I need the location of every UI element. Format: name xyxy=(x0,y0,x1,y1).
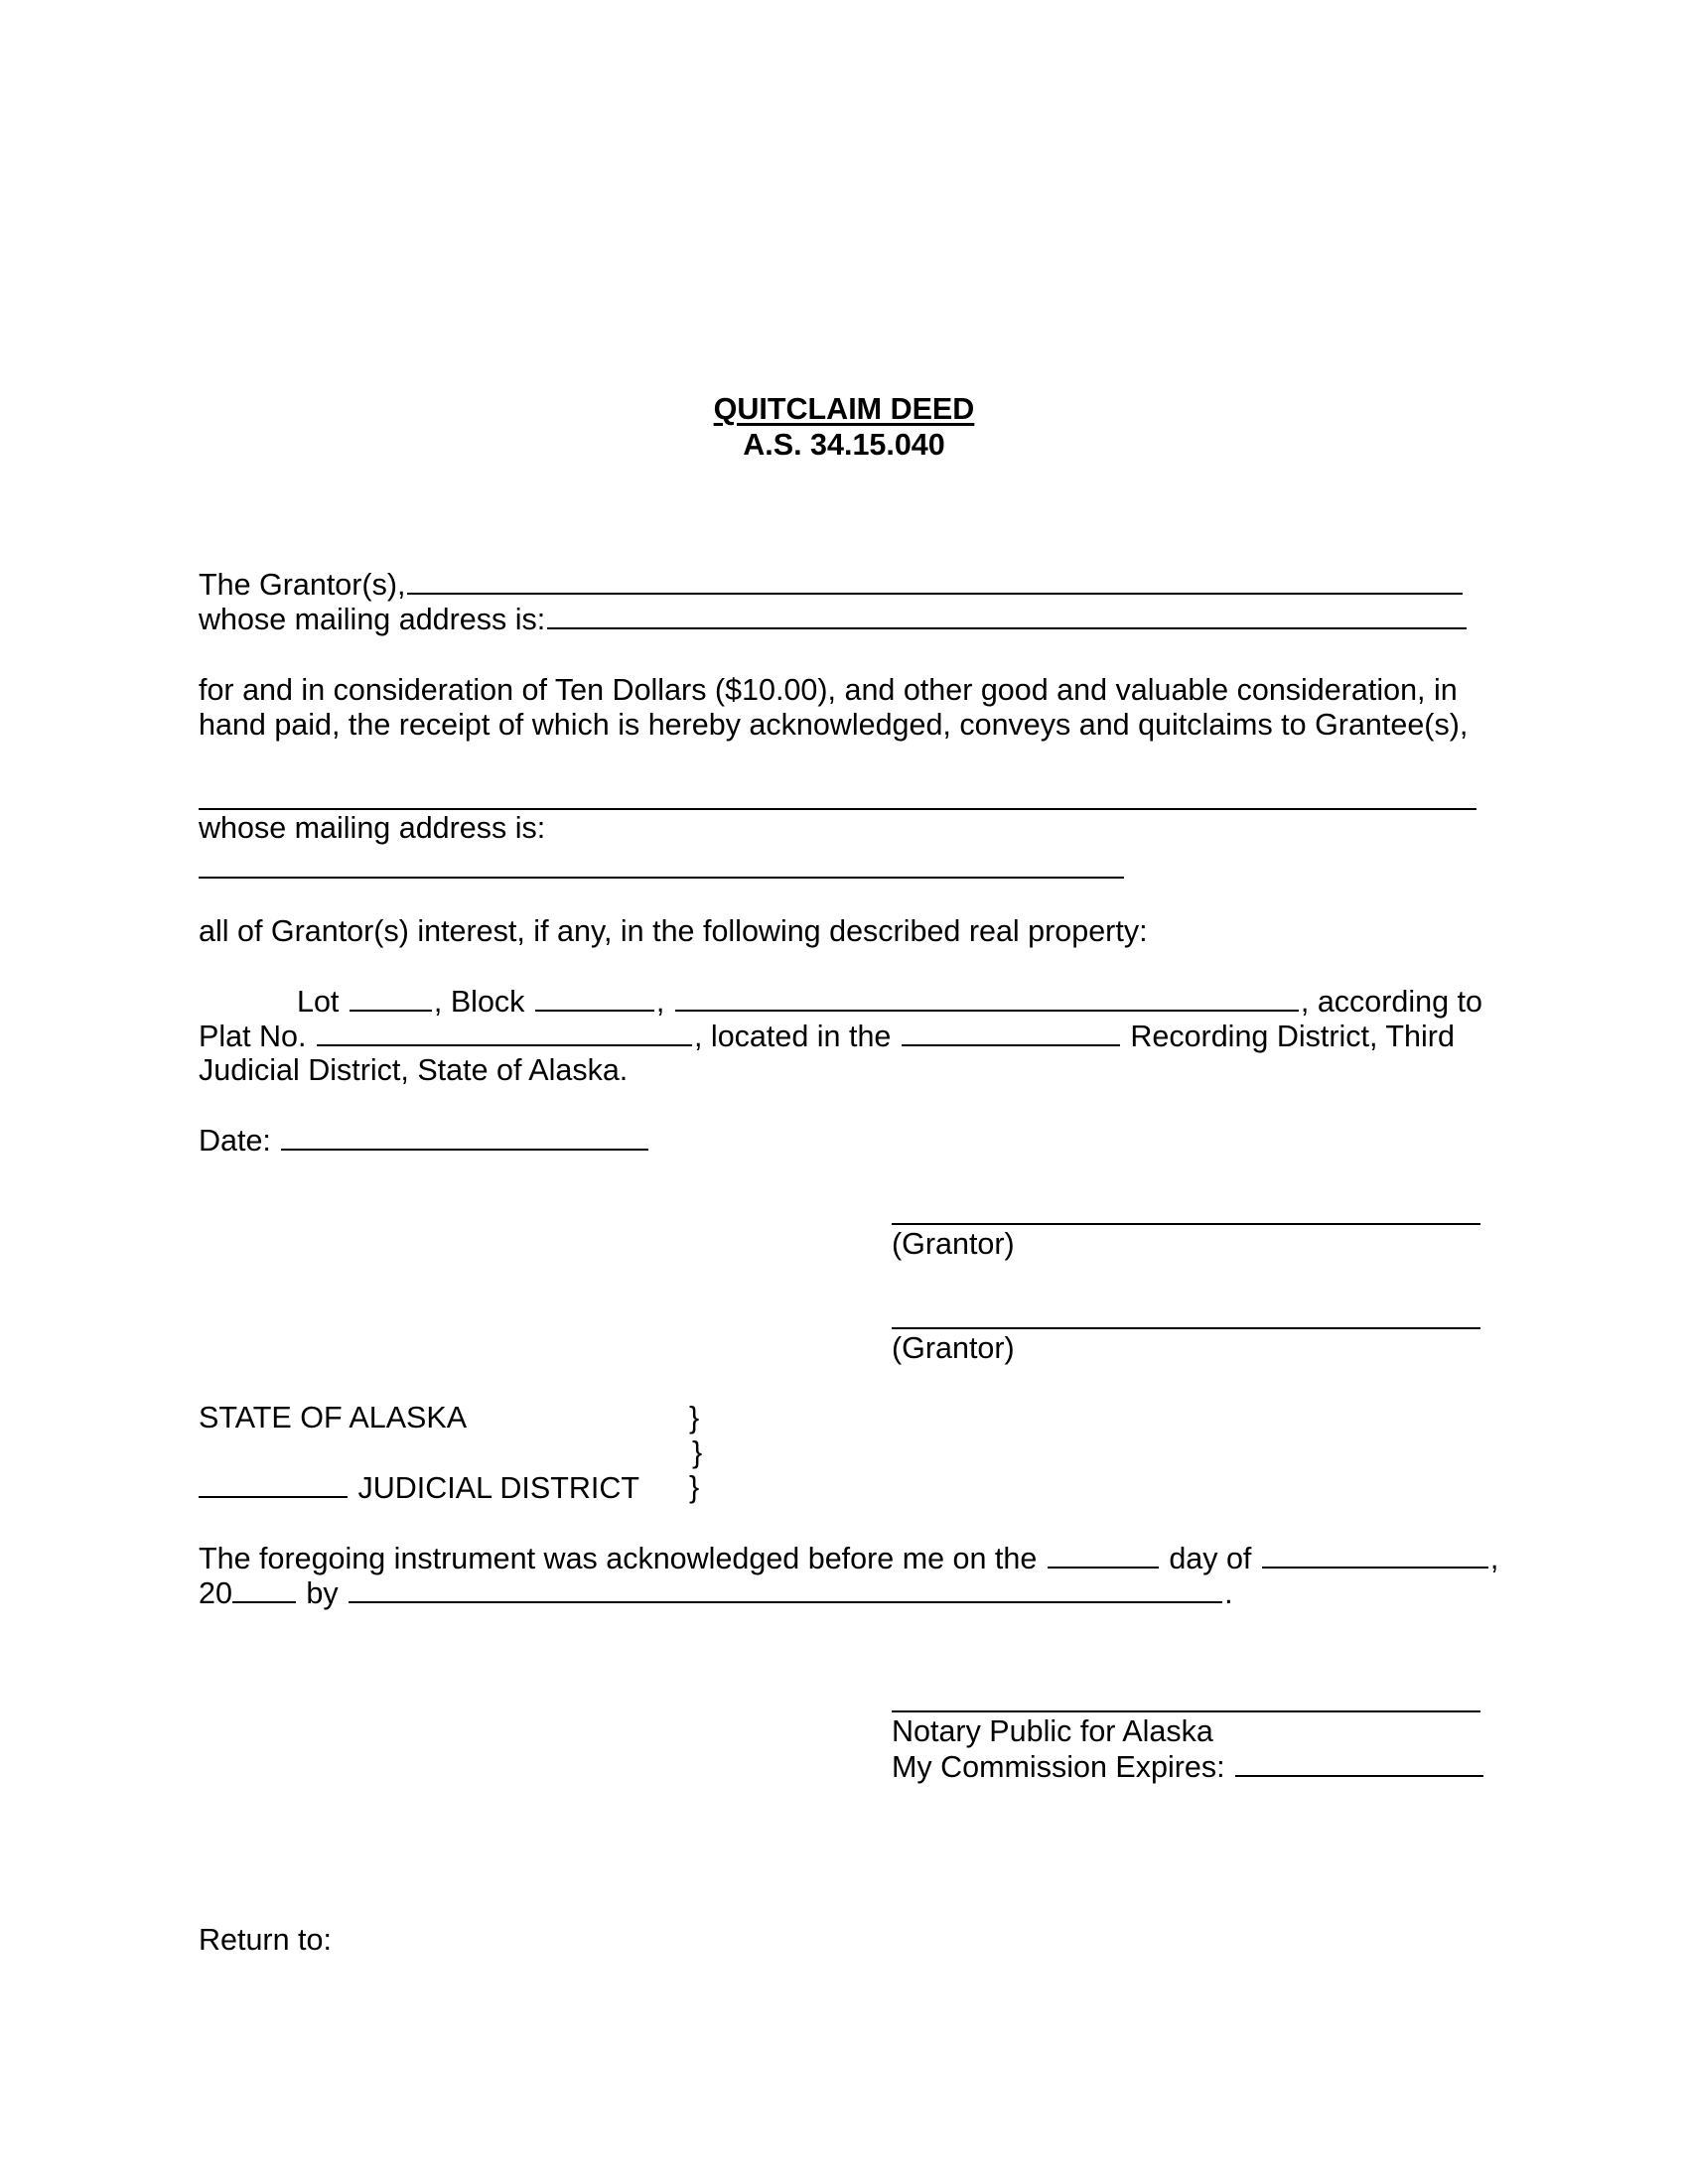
grantor-line xyxy=(199,567,1465,603)
block-label: , Block xyxy=(433,985,525,1019)
acknowledgment-period: . xyxy=(1224,1576,1233,1610)
acknowledgment-month-field[interactable] xyxy=(1262,1541,1488,1569)
statute-reference: A.S. 34.15.040 xyxy=(743,428,945,462)
acknowledgment-text: The foregoing instrument was acknowledged before me on the xyxy=(199,1542,1038,1575)
acknowledgment-comma: , xyxy=(1489,1542,1499,1575)
acknowledgment-line-1 xyxy=(199,1541,1498,1576)
judicial-district-field[interactable] xyxy=(199,1470,348,1498)
lot-label: Lot xyxy=(297,985,340,1019)
venue-brace-1: } xyxy=(689,1401,700,1434)
date-label: Date: xyxy=(199,1124,271,1158)
return-to-label: Return to: xyxy=(199,1923,332,1957)
according-to-label: , according to xyxy=(1300,985,1482,1019)
venue-brace-2: } xyxy=(692,1435,703,1469)
plat-number-field[interactable] xyxy=(317,1019,692,1046)
notary-commission-line xyxy=(892,1749,1485,1785)
located-label: , located in the xyxy=(693,1020,892,1053)
grantee-mailing-label: whose mailing address is: xyxy=(199,811,546,845)
year-prefix: 20 xyxy=(199,1576,232,1610)
acknowledgment-day-field[interactable] xyxy=(1048,1541,1159,1569)
consideration-line-2: hand paid, the receipt of which is hereby acknowledged, conveys and quitclaims to Grantee(s), xyxy=(199,708,1469,742)
acknowledged-by-field[interactable] xyxy=(349,1575,1222,1603)
grantor-1-signature-label: (Grantor) xyxy=(892,1227,1015,1261)
acknowledgment-line-2 xyxy=(199,1575,1233,1611)
notary-title: Notary Public for Alaska xyxy=(892,1714,1213,1748)
notary-signature-field[interactable] xyxy=(892,1710,1480,1712)
date-field[interactable] xyxy=(281,1123,648,1151)
grantor-mailing-address-field[interactable] xyxy=(547,602,1467,629)
day-of-label: day of xyxy=(1169,1542,1252,1575)
grantor-name-field[interactable] xyxy=(407,567,1463,595)
grantor-mailing-line xyxy=(199,602,1469,637)
subdivision-field[interactable] xyxy=(675,984,1299,1012)
property-line-3: Judicial District, State of Alaska. xyxy=(199,1053,629,1087)
grantor-label: The Grantor(s), xyxy=(199,568,406,602)
judicial-district-label: JUDICIAL DISTRICT xyxy=(357,1471,640,1505)
commission-expires-label: My Commission Expires: xyxy=(892,1750,1225,1784)
document-title: QUITCLAIM DEED xyxy=(713,392,975,426)
recording-district-label: Recording District, Third xyxy=(1130,1020,1455,1053)
comma-separator: , xyxy=(655,985,665,1019)
state-label: STATE OF ALASKA xyxy=(199,1401,468,1434)
plat-label: Plat No. xyxy=(199,1020,307,1053)
lot-field[interactable] xyxy=(350,984,432,1012)
grantee-name-field[interactable] xyxy=(199,808,1477,810)
property-line-1 xyxy=(297,984,1482,1020)
grantee-mailing-address-field[interactable] xyxy=(199,877,1124,879)
judicial-district-line xyxy=(199,1470,639,1506)
grantor-2-signature-field[interactable] xyxy=(892,1327,1480,1329)
consideration-line-1: for and in consideration of Ten Dollars ($10.00), and other good and valuable consideration, in xyxy=(199,673,1458,707)
date-line xyxy=(199,1123,650,1159)
grantor-1-signature-field[interactable] xyxy=(892,1223,1480,1225)
block-field[interactable] xyxy=(535,984,654,1012)
recording-district-field[interactable] xyxy=(902,1019,1120,1046)
acknowledgment-year-field[interactable] xyxy=(232,1575,296,1603)
grantor-2-signature-label: (Grantor) xyxy=(892,1331,1015,1365)
property-intro: all of Grantor(s) interest, if any, in the following described real property: xyxy=(199,914,1148,948)
grantor-mailing-label: whose mailing address is: xyxy=(199,603,546,636)
venue-brace-3: } xyxy=(689,1470,700,1504)
by-label: by xyxy=(306,1576,339,1610)
commission-expires-field[interactable] xyxy=(1235,1749,1483,1777)
property-line-2 xyxy=(199,1019,1455,1054)
